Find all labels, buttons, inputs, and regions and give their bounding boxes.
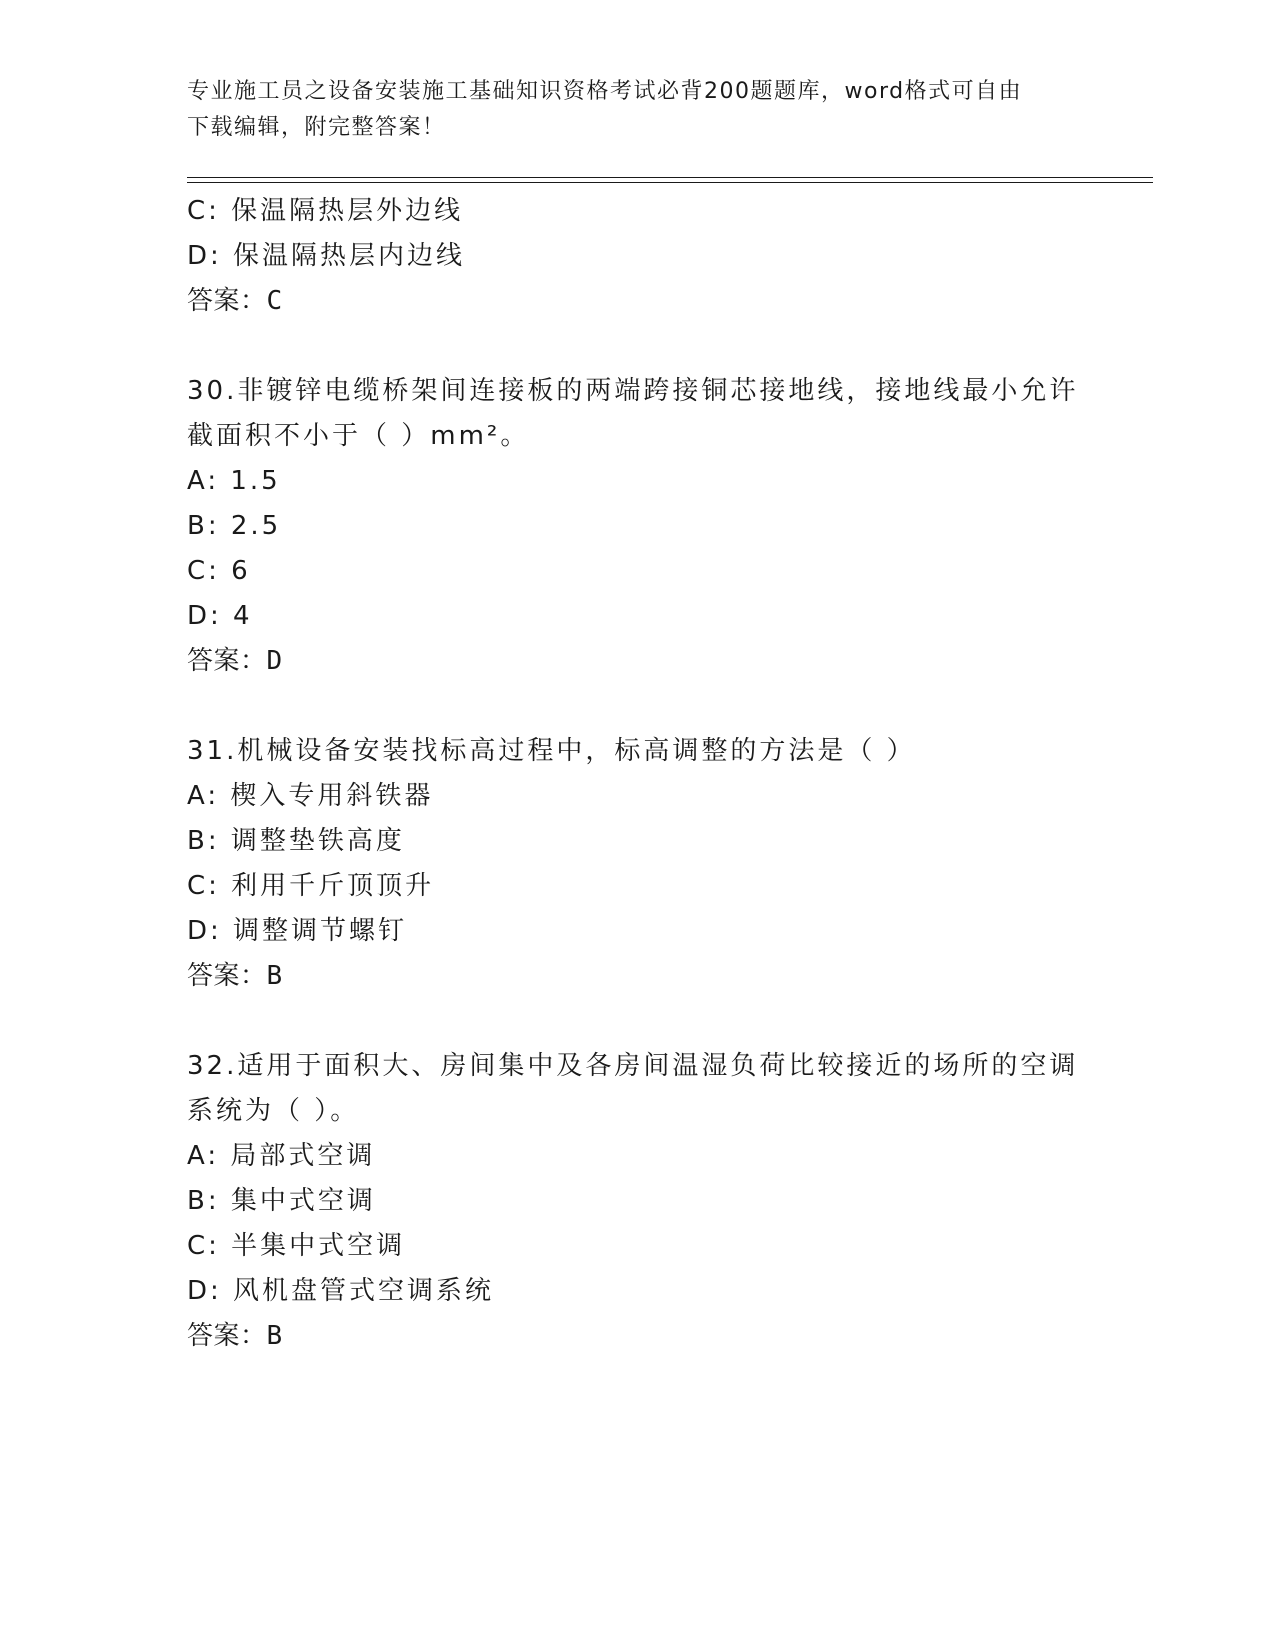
document-header <box>187 74 1067 146</box>
q32-text-line1: 32.适用于面积大、房间集中及各房间温湿负荷比较接近的场所的空调 <box>187 1051 1079 1081</box>
q32-answer <box>187 1320 283 1352</box>
q31-option-d: D: 调整调节螺钉 <box>187 916 408 946</box>
answer-label: 答案： <box>187 646 267 676</box>
q31-text-line1: 31.机械设备安装找标高过程中，标高调整的方法是（ ） <box>187 736 916 766</box>
q32-text-line2: 系统为（ ）。 <box>187 1096 360 1126</box>
answer-label: 答案： <box>187 1321 267 1351</box>
q32-option-d: D: 风机盘管式空调系统 <box>187 1276 495 1306</box>
header-title-line1: 专业施工员之设备安装施工基础知识资格考试必背200题题库，word格式可自由 <box>187 79 1023 104</box>
q30-option-c: C: 6 <box>187 556 251 586</box>
q30-text-line2: 截面积不小于（ ）mm²。 <box>187 421 530 451</box>
header-title-line2: 下载编辑，附完整答案！ <box>187 115 446 140</box>
prev-option-d: D: 保温隔热层内边线 <box>187 241 466 271</box>
prev-answer <box>187 285 283 317</box>
header-rule-bottom <box>187 182 1153 183</box>
answer-value: B <box>266 961 283 991</box>
q31-option-b: B: 调整垫铁高度 <box>187 826 405 856</box>
answer-value: D <box>266 646 283 676</box>
q30-option-d: D: 4 <box>187 601 253 631</box>
answer-label: 答案： <box>187 286 267 316</box>
q30-text-line1: 30.非镀锌电缆桥架间连接板的两端跨接铜芯接地线，接地线最小允许 <box>187 376 1079 406</box>
answer-label: 答案： <box>187 961 267 991</box>
answer-value: C <box>266 286 283 316</box>
prev-option-c: C: 保温隔热层外边线 <box>187 196 464 226</box>
q32-option-c: C: 半集中式空调 <box>187 1231 406 1261</box>
q31-answer <box>187 960 283 992</box>
q30-option-a: A: 1.5 <box>187 466 281 496</box>
q32-option-b: B: 集中式空调 <box>187 1186 376 1216</box>
answer-value: B <box>266 1321 283 1351</box>
q31-option-a: A: 楔入专用斜铁器 <box>187 781 434 811</box>
q30-option-b: B: 2.5 <box>187 511 282 541</box>
header-rule-top <box>187 177 1153 178</box>
q32-option-a: A: 局部式空调 <box>187 1141 376 1171</box>
q30-answer <box>187 645 283 677</box>
q31-option-c: C: 利用千斤顶顶升 <box>187 871 435 901</box>
